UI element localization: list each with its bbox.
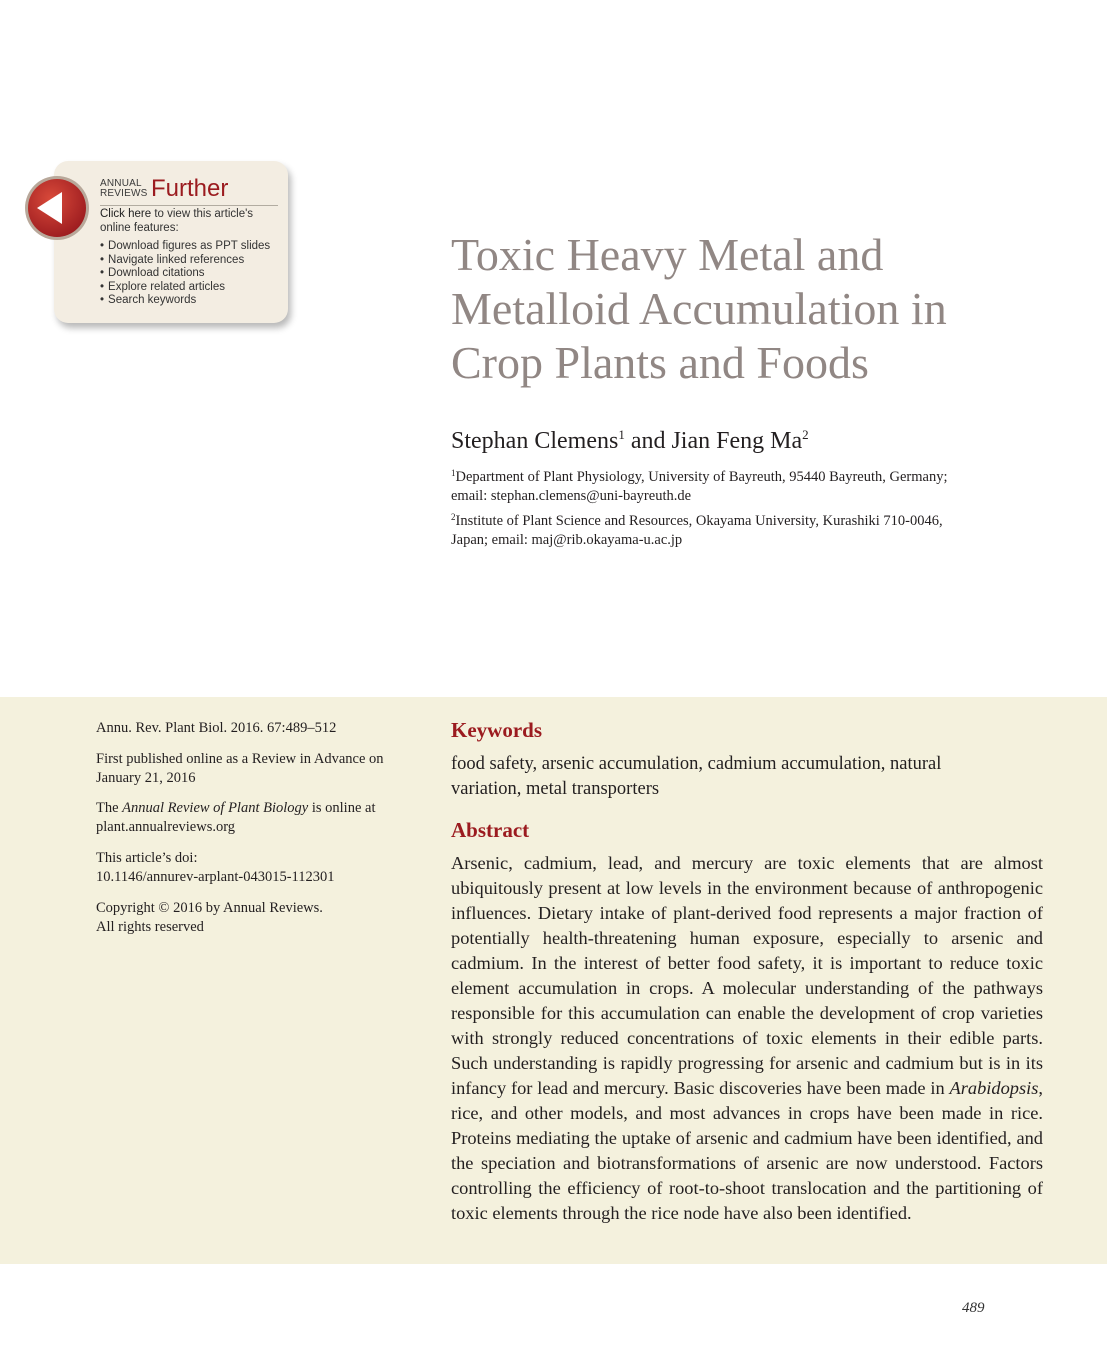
author-name: Stephan Clemens (451, 428, 619, 454)
further-feature-list (100, 240, 270, 308)
feature-item: • Download citations (100, 267, 270, 281)
further-title: Further (151, 175, 229, 202)
affiliation-2: $^2$Institute of Plant Science and Resources, Okayama University, Kurashiki 710-0046, Japan; email: maj@rib.okayama-u.ac.jp (451, 512, 943, 548)
journal-url: plant.annualreviews.org (96, 819, 236, 835)
back-arrow-icon[interactable] (24, 175, 90, 241)
feature-item: • Search keywords (100, 294, 270, 308)
article-title: Toxic Heavy Metal and Metalloid Accumulation in Crop Plants and Foods (451, 229, 947, 388)
doi-value: 10.1146/annurev-arplant-043015-112301 (96, 869, 335, 885)
annual-reviews-brand: ANNUAL REVIEWS (100, 178, 148, 199)
click-here-link[interactable]: Click here (100, 208, 152, 220)
affiliation-1: $^1$Department of Plant Physiology, University of Bayreuth, 95440 Bayreuth, Germany; email: stephan.clemens@uni-bayreuth.de (451, 468, 948, 504)
copyright: Copyright © 2016 by Annual Reviews. All rights reserved (96, 900, 323, 935)
publication-date: First published online as a Review in Advance on January 21, 2016 (96, 751, 384, 786)
online-info: The Annual Review of Plant Biology is online at plant.annualreviews.org (96, 800, 376, 835)
abstract-text: Arsenic, cadmium, lead, and mercury are toxic elements that are almost ubiquitously present at low levels in the environment because of anthropogenic influences. Dietary intake of plant-derived food represents a major fraction of potentially health-threatening human exposure, especially to arsenic and cadmium. In the interest of better food safety, it is important to reduce toxic element accumulation in crops. A molecular understanding of the pathways responsible for this accumulation can enable the development of crop varieties with strongly reduced concentrations of toxic elements in their edible parts. Such understanding is rapidly progressing for arsenic and cadmium but is in its infancy for lead and mercury. Basic discoveries have been made in Arabidopsis, rice, and other models, and most advances in crops have been made in rice. Proteins mediating the uptake of arsenic and cadmium have been identified, and the speciation and biotransformations of arsenic are now understood. Factors controlling the efficiency of root-to-shoot translocation and the partitioning of toxic elements through the rice node have also been identified. (451, 853, 1043, 1223)
feature-item: • Download figures as PPT slides (100, 240, 270, 254)
author-name: Jian Feng Ma (671, 428, 803, 454)
doi-info: This article’s doi: 10.1146/annurev-arplant-043015-112301 (96, 850, 335, 885)
further-intro: Click here to view this article's online features: (100, 208, 254, 234)
further-divider (100, 205, 278, 206)
feature-item: • Navigate linked references (100, 254, 270, 268)
citation: Annu. Rev. Plant Biol. 2016. 67:489–512 (96, 720, 337, 736)
page-number: 489 (962, 1300, 985, 1316)
keywords-text: food safety, arsenic accumulation, cadmium accumulation, natural variation, metal transporters (451, 754, 942, 799)
abstract-heading: Abstract (451, 818, 530, 842)
feature-item: • Explore related articles (100, 281, 270, 295)
author-line: Stephan Clemens$^1$ and Jian Feng Ma$^2$ (451, 427, 809, 454)
keywords-heading: Keywords (451, 718, 542, 742)
